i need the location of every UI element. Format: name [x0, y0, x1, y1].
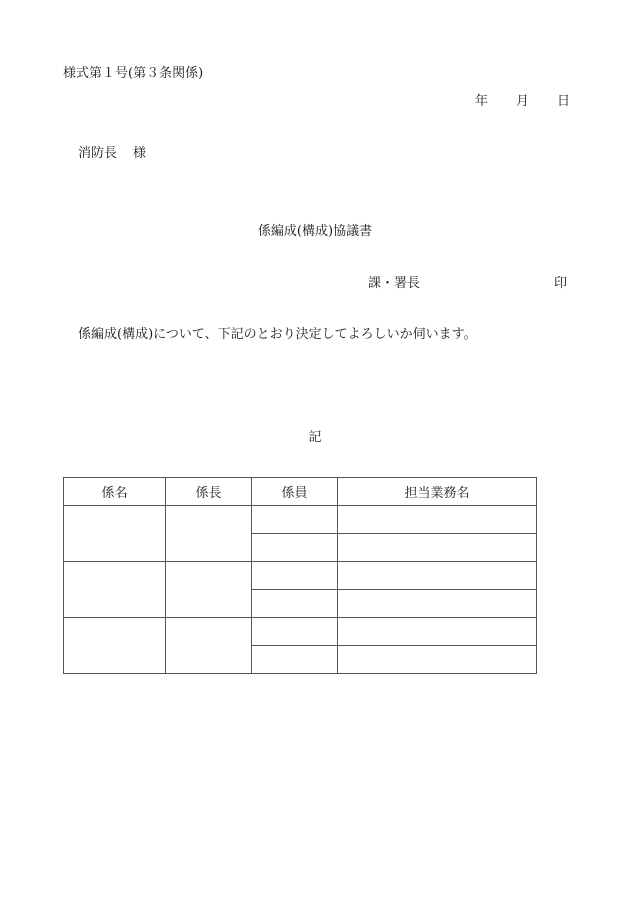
- duty-name-cell[interactable]: [338, 618, 537, 646]
- ki-mark: 記: [308, 430, 322, 445]
- date-line: [475, 94, 570, 110]
- header-section-staff: 係員: [252, 478, 338, 506]
- section-staff-cell[interactable]: [252, 534, 338, 562]
- duty-name-cell[interactable]: [338, 562, 537, 590]
- section-name-cell[interactable]: [64, 506, 166, 562]
- month-label: 月: [516, 94, 530, 109]
- duty-name-cell[interactable]: [338, 506, 537, 534]
- header-duty-name: 担当業務名: [338, 478, 537, 506]
- year-label: 年: [475, 94, 489, 109]
- addressee-name: 消防長: [78, 146, 118, 161]
- duty-name-cell[interactable]: [338, 534, 537, 562]
- duty-name-cell[interactable]: [338, 590, 537, 618]
- duty-name-cell[interactable]: [338, 646, 537, 674]
- section-staff-cell[interactable]: [252, 562, 338, 590]
- table-row: [64, 562, 537, 590]
- sender-department: 課・署長: [368, 276, 421, 291]
- table-header-row: [64, 478, 537, 506]
- section-staff-cell[interactable]: [252, 618, 338, 646]
- section-staff-cell[interactable]: [252, 590, 338, 618]
- section-chief-cell[interactable]: [166, 506, 252, 562]
- day-label: 日: [557, 94, 571, 109]
- section-staff-cell[interactable]: [252, 506, 338, 534]
- table-row: [64, 506, 537, 534]
- section-chief-cell[interactable]: [166, 618, 252, 674]
- table-row: [64, 618, 537, 646]
- header-section-name: 係名: [64, 478, 166, 506]
- addressee: [78, 146, 146, 162]
- section-staff-cell[interactable]: [252, 646, 338, 674]
- seal-mark: 印: [554, 276, 568, 291]
- section-chief-cell[interactable]: [166, 562, 252, 618]
- assignment-table: [63, 477, 537, 674]
- header-section-chief: 係長: [166, 478, 252, 506]
- body-text: 係編成(構成)について、下記のとおり決定してよろしいか伺います。: [78, 327, 477, 342]
- addressee-honorific: 様: [133, 146, 147, 161]
- document-title: 係編成(構成)協議書: [257, 224, 373, 239]
- section-name-cell[interactable]: [64, 618, 166, 674]
- section-name-cell[interactable]: [64, 562, 166, 618]
- form-number: 様式第１号(第３条関係): [63, 66, 204, 81]
